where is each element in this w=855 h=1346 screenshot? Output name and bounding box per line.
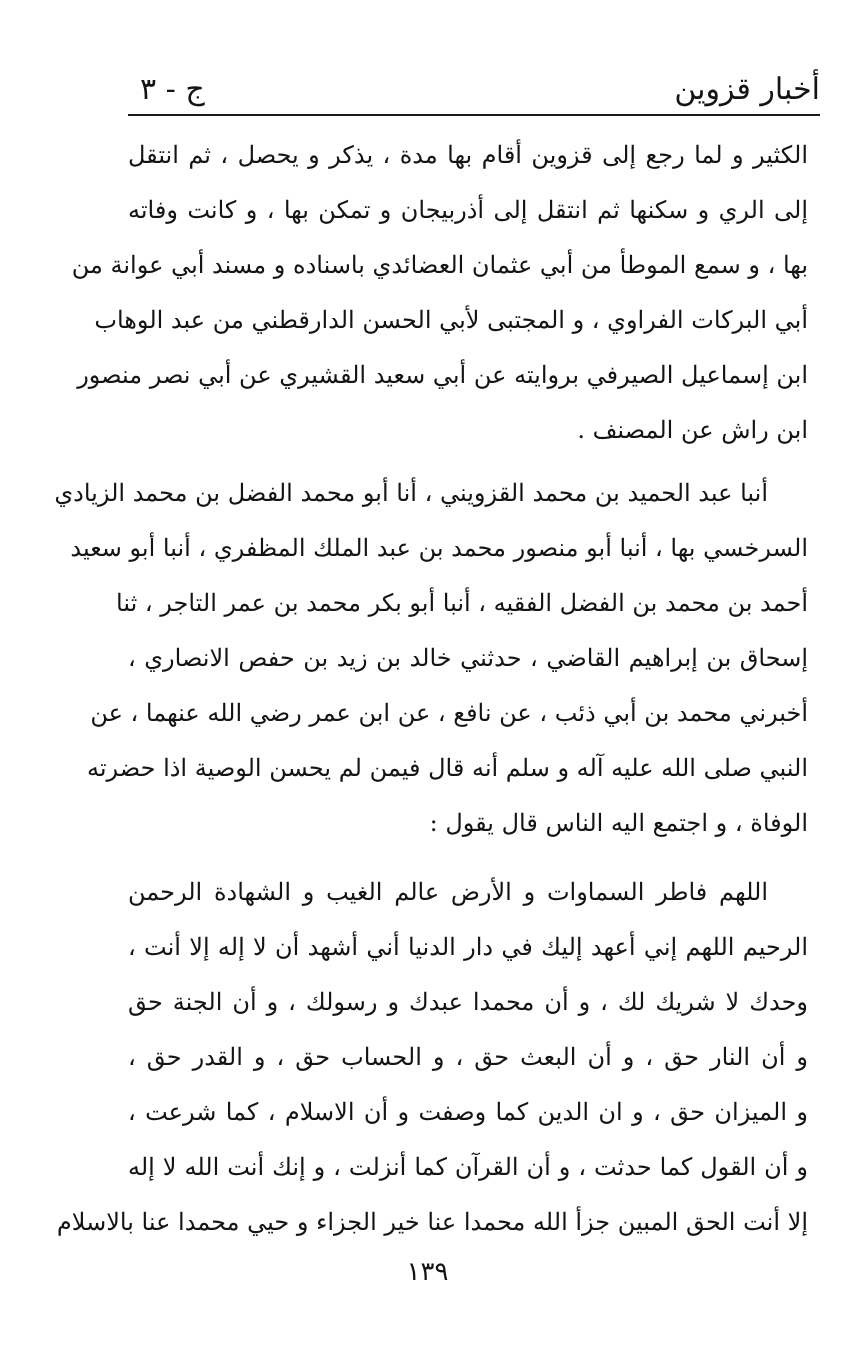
paragraph-gap	[128, 458, 808, 466]
text-line: الوفاة ، و اجتمع اليه الناس قال يقول :	[429, 809, 808, 837]
text-line: أحمد بن محمد بن الفضل الفقيه ، أنبا أبو بكر محمد بن عمر التاجر ، ثنا	[116, 589, 808, 617]
text-line: إلا أنت الحق المبين جزأ الله محمدا عنا خير الجزاء و حيي محمدا عنا بالاسلام	[56, 1208, 808, 1236]
header-divider	[128, 114, 820, 116]
text-line: ابن راش عن المصنف .	[577, 416, 808, 444]
text-line: أبي البركات الفراوي ، و المجتبى لأبي الحسن الدارقطني من عبد الوهاب	[94, 306, 808, 334]
text-line: الكثير و لما رجع إلى قزوين أقام بها مدة ، يذكر و يحصل ، ثم انتقل	[128, 141, 809, 169]
text-line: اللهم فاطر السماوات و الأرض عالم الغيب و الشهادة الرحمن	[128, 878, 768, 906]
book-title: أخبار قزوين	[674, 72, 820, 107]
text-line: السرخسي بها ، أنبا أبو منصور محمد بن عبد الملك المظفري ، أنبا أبو سعيد	[70, 534, 808, 562]
text-line: إسحاق بن إبراهيم القاضي ، حدثني خالد بن زيد بن حفص الانصاري ،	[128, 644, 808, 672]
text-line: الرحيم اللهم إني أعهد إليك في دار الدنيا أني أشهد أن لا إله إلا أنت ،	[128, 933, 809, 961]
running-header	[128, 68, 820, 118]
paragraph-gap	[128, 851, 808, 865]
page-number: ١٣٩	[406, 1257, 449, 1287]
text-line: النبي صلى الله عليه آله و سلم أنه قال فيمن لم يحسن الوصية اذا حضرته	[87, 754, 808, 782]
volume-number: ج - ٣	[140, 72, 205, 107]
main-text	[54, 128, 809, 1250]
text-line: أخبرني محمد بن أبي ذئب ، عن نافع ، عن ابن عمر رضي الله عنهما ، عن	[90, 699, 808, 727]
text-line: بها ، و سمع الموطأ من أبي عثمان العضائدي باسناده و مسند أبي عوانة من	[71, 251, 808, 279]
text-line: ابن إسماعيل الصيرفي بروايته عن أبي سعيد القشيري عن أبي نصر منصور	[77, 361, 808, 389]
text-line: وحدك لا شريك لك ، و أن محمدا عبدك و رسولك ، و أن الجنة حق	[128, 988, 808, 1016]
text-line: و أن النار حق ، و أن البعث حق ، و الحساب حق ، و القدر حق ،	[128, 1043, 808, 1071]
text-line: و الميزان حق ، و ان الدين كما وصفت و أن الاسلام ، كما شرعت ،	[128, 1098, 808, 1126]
text-line: إلى الري و سكنها ثم انتقل إلى أذربيجان و تمكن بها ، و كانت وفاته	[128, 196, 808, 224]
text-line: و أن القول كما حدثت ، و أن القرآن كما أنزلت ، و إنك أنت الله لا إله	[128, 1153, 808, 1181]
text-line: أنبا عبد الحميد بن محمد القزويني ، أنا أبو محمد الفضل بن محمد الزيادي	[54, 479, 768, 507]
